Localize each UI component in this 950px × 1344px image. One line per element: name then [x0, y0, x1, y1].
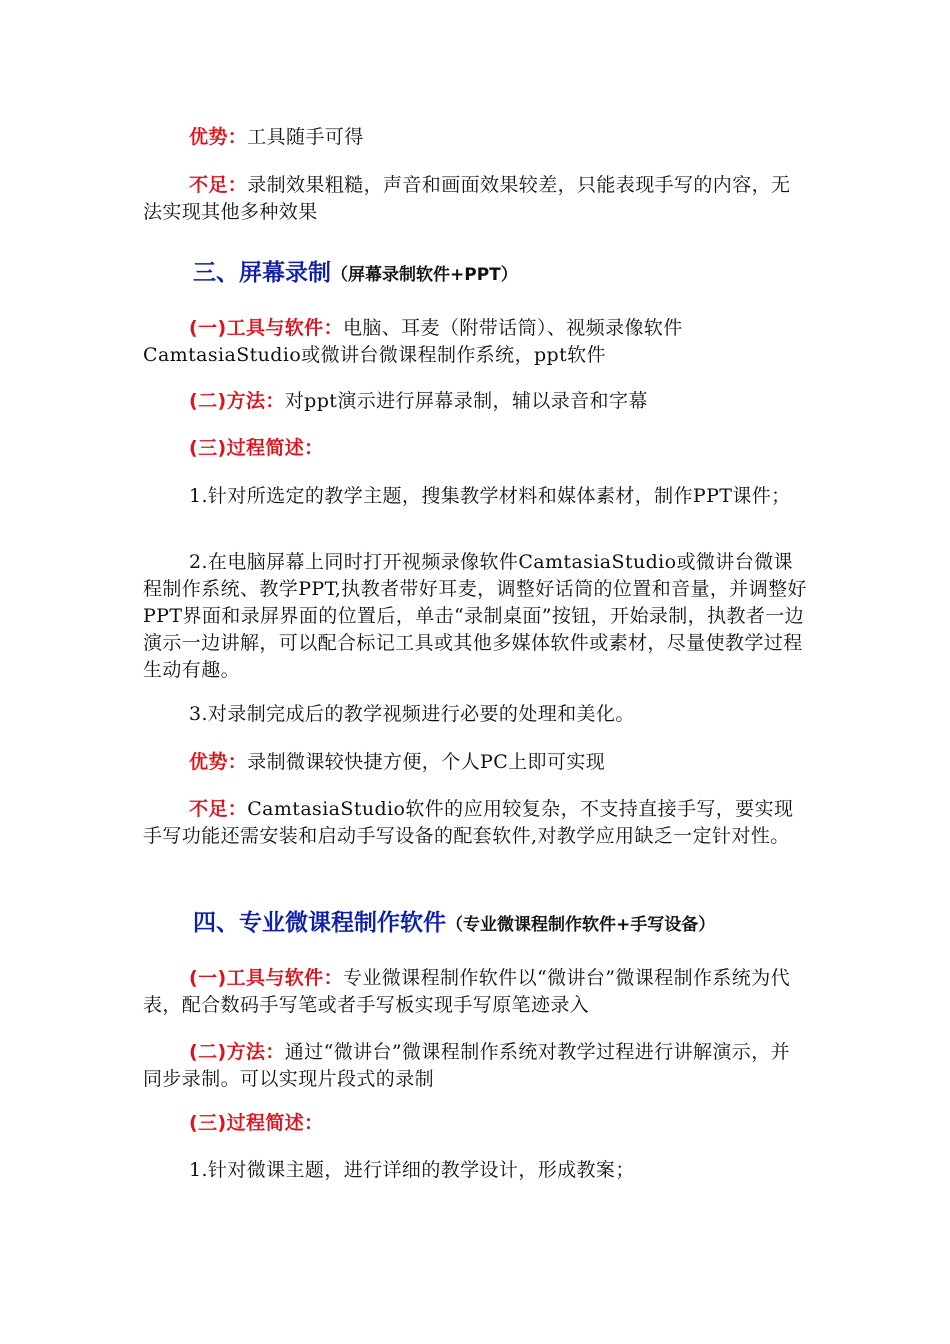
step-1: 1.针对所选定的教学主题，搜集教学材料和媒体素材，制作PPT课件； — [189, 485, 791, 507]
weakness-paragraph — [143, 172, 808, 226]
weakness-paragraph-2 — [143, 796, 808, 850]
section-subtitle: （屏幕录制软件+PPT） — [331, 265, 518, 285]
advantage-paragraph-2 — [143, 749, 808, 776]
weakness-text-2: CamtasiaStudio软件的应用较复杂，不支持直接手写，要实现手写功能还需安装和启动手写设备的配套软件,对教学应用缺乏一定针对性。 — [143, 798, 794, 847]
tools-paragraph-2 — [143, 965, 808, 1019]
method-label-2: (二)方法： — [189, 1041, 285, 1063]
advantage-text-2: 录制微课较快捷方便，个人PC上即可实现 — [247, 751, 606, 773]
advantage-paragraph — [143, 124, 808, 151]
tools-label-2: (一)工具与软件： — [189, 967, 343, 989]
tools-paragraph — [143, 315, 808, 369]
advantage-text: 工具随手可得 — [247, 126, 364, 148]
process-label-2: (三)过程简述： — [189, 1112, 324, 1134]
section-title-2: 四、专业微课程制作软件 — [193, 910, 446, 936]
section-subtitle-2: （专业微课程制作软件+手写设备） — [446, 915, 716, 935]
tools-label: (一)工具与软件： — [189, 317, 343, 339]
method-label: (二)方法： — [189, 390, 285, 412]
section-heading-pro-software — [193, 904, 715, 937]
method-text-2: 通过“微讲台”微课程制作系统对教学过程进行讲解演示，并同步录制。可以实现片段式的录制 — [143, 1041, 791, 1090]
method-paragraph-2 — [143, 1039, 808, 1093]
method-text: 对ppt演示进行屏幕录制，辅以录音和字幕 — [284, 390, 648, 412]
weakness-label: 不足： — [189, 174, 248, 196]
advantage-label-2: 优势： — [189, 751, 248, 773]
method-paragraph — [143, 388, 808, 415]
step-2: 2.在电脑屏幕上同时打开视频录像软件CamtasiaStudio或微讲台微课程制作系统、教学PPT,执教者带好耳麦，调整好话筒的位置和音量，并调整好PPT界面和录屏界面的位置后，单击“录制桌面”按钮，开始录制，执教者一边演示一边讲解，可以配合标记工具或其他多媒体软件或素材，尽量使教学过程生动有趣。 — [143, 551, 807, 681]
process-label: (三)过程简述： — [189, 437, 324, 459]
step-1-pro: 1.针对微课主题，进行详细的教学设计，形成教案； — [189, 1159, 635, 1181]
process-heading-2 — [143, 1110, 808, 1137]
weakness-text: 录制效果粗糙，声音和画面效果较差，只能表现手写的内容，无法实现其他多种效果 — [143, 174, 791, 223]
step-3: 3.对录制完成后的教学视频进行必要的处理和美化。 — [189, 703, 635, 725]
section-title: 三、屏幕录制 — [193, 260, 331, 286]
process-heading — [143, 435, 808, 462]
advantage-label: 优势： — [189, 126, 248, 148]
tools-text: 电脑、耳麦（附带话筒）、视频录像软件CamtasiaStudio或微讲台微课程制作系统，ppt软件 — [143, 317, 683, 366]
tools-text-2: 专业微课程制作软件以“微讲台”微课程制作系统为代表，配合数码手写笔或者手写板实现手写原笔迹录入 — [143, 967, 790, 1016]
weakness-label-2: 不足： — [189, 798, 248, 820]
section-heading-screen-recording — [193, 254, 518, 287]
